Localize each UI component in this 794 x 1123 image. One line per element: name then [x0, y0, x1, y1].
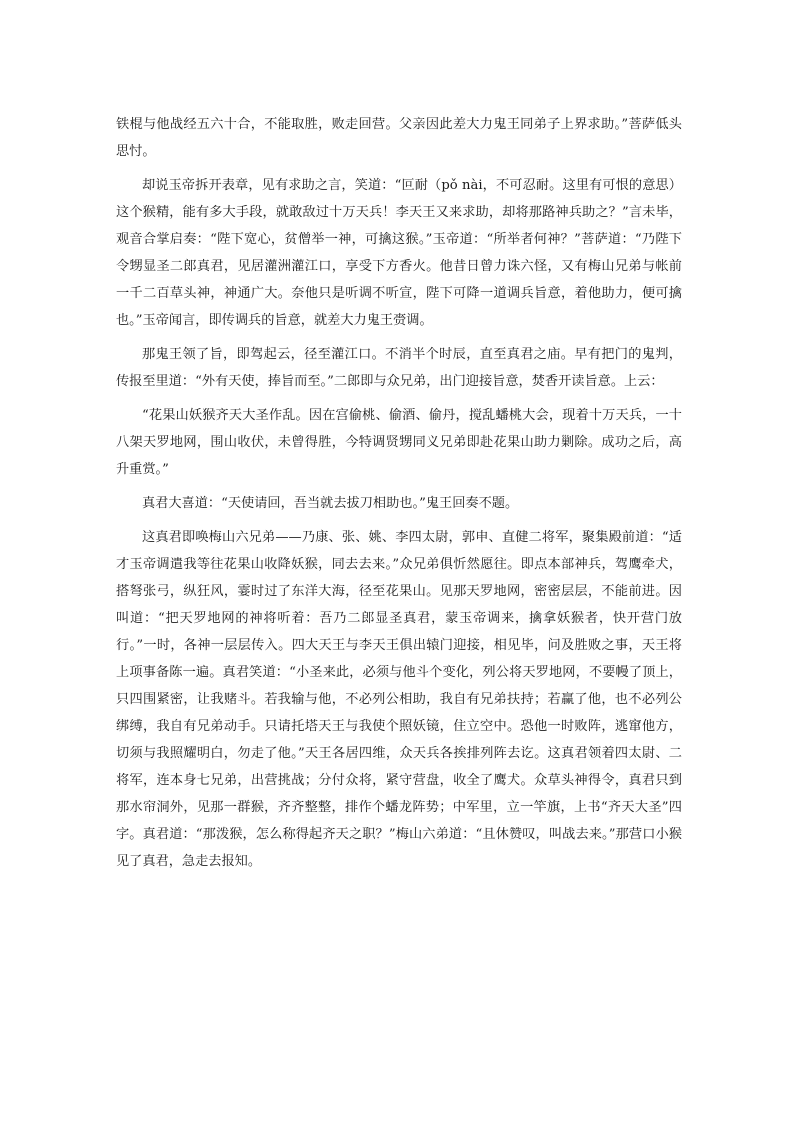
edict-quote: “花果山妖猴齐天大圣作乱。因在宫偷桃、偷酒、偷丹，搅乱蟠桃大会，现着十万天兵，一十八架天罗地网，围山收伏，未曾得胜，今特调贤甥同义兄弟即赴花果山助力剿除。成功之后，高升重赏。”: [116, 408, 682, 477]
paragraph-2: 却说玉帝拆开表章，见有求助之言，笑道：“叵耐（pǒ nài，不可忍耐。这里有可恨的意思）这个猴精，能有多大手段，就敢敌过十万天兵！李天王又来求助，却将那路神兵助之？”言未毕，观音合掌启奏：“陛下宽心，贫僧举一神，可擒这猴。”玉帝道：“所举者何神？”菩萨道：“乃陛下令甥显圣二郎真君，见居灌洲灌江口，享受下方香火。他昔日曾力诛六怪，又有梅山兄弟与帐前一千二百草头神，神通广大。奈他只是听调不听宣，陛下可降一道调兵旨意，着他助力，便可擒也。”玉帝闻言，即传调兵的旨意，就差大力鬼王赍调。: [116, 178, 682, 328]
paragraph-1: 铁棍与他战经五六十合，不能取胜，败走回营。父亲因此差大力鬼王同弟子上界求助。”菩萨低头思忖。: [116, 117, 682, 159]
paragraph-3: 那鬼王领了旨，即驾起云，径至灌江口。不消半个时辰，直至真君之庙。早有把门的鬼判，传报至里道：“外有天使，捧旨而至。”二郎即与众兄弟，出门迎接旨意，焚香开读旨意。上云：: [116, 347, 682, 389]
paragraph-6: 这真君即唤梅山六兄弟——乃康、张、姚、李四太尉，郭申、直健二将军，聚集殿前道：“适才玉帝调遣我等往花果山收降妖猴，同去去来。”众兄弟俱忻然愿往。即点本部神兵，驾鹰牵犬，搭弩张弓，纵狂风，霎时过了东洋大海，径至花果山。见那天罗地网，密密层层，不能前进。因叫道：“把天罗地网的神将听着：吾乃二郎显圣真君，蒙玉帝调来，擒拿妖猴者，快开营门放行。”一时，各神一层层传入。四大天王与李天王俱出辕门迎接，相见毕，问及胜败之事，天王将上项事备陈一遍。真君笑道：“小圣来此，必须与他斗个变化，列公将天罗地网，不要幔了顶上，只四围紧密，让我赌斗。若我输与他，不必列公相助，我自有兄弟扶持；若赢了他，也不必列公绑缚，我自有兄弟动手。只请托塔天王与我使个照妖镜，住立空中。恐他一时败阵，逃窜他方，切须与我照耀明白，勿走了他。”天王各居四维，众天兵各挨排列阵去讫。这真君领着四太尉、二将军，连本身七兄弟，出营挑战；分付众将，紧守营盘，收全了鹰犬。众草头神得令，真君只到那水帘洞外，见那一群猴，齐齐整整，排作个蟠龙阵势；中军里，立一竿旗，上书“齐天大圣”四字。真君道：“那泼猴，怎么称得起齐天之职？”梅山六弟道：“且休赞叹，叫战去来。”那营口小猴见了真君，急走去报知。: [116, 530, 682, 869]
paragraph-5: 真君大喜道：“天使请回，吾当就去拔刀相助也。”鬼王回奏不题。: [142, 496, 519, 511]
document-page: [116, 111, 682, 882]
